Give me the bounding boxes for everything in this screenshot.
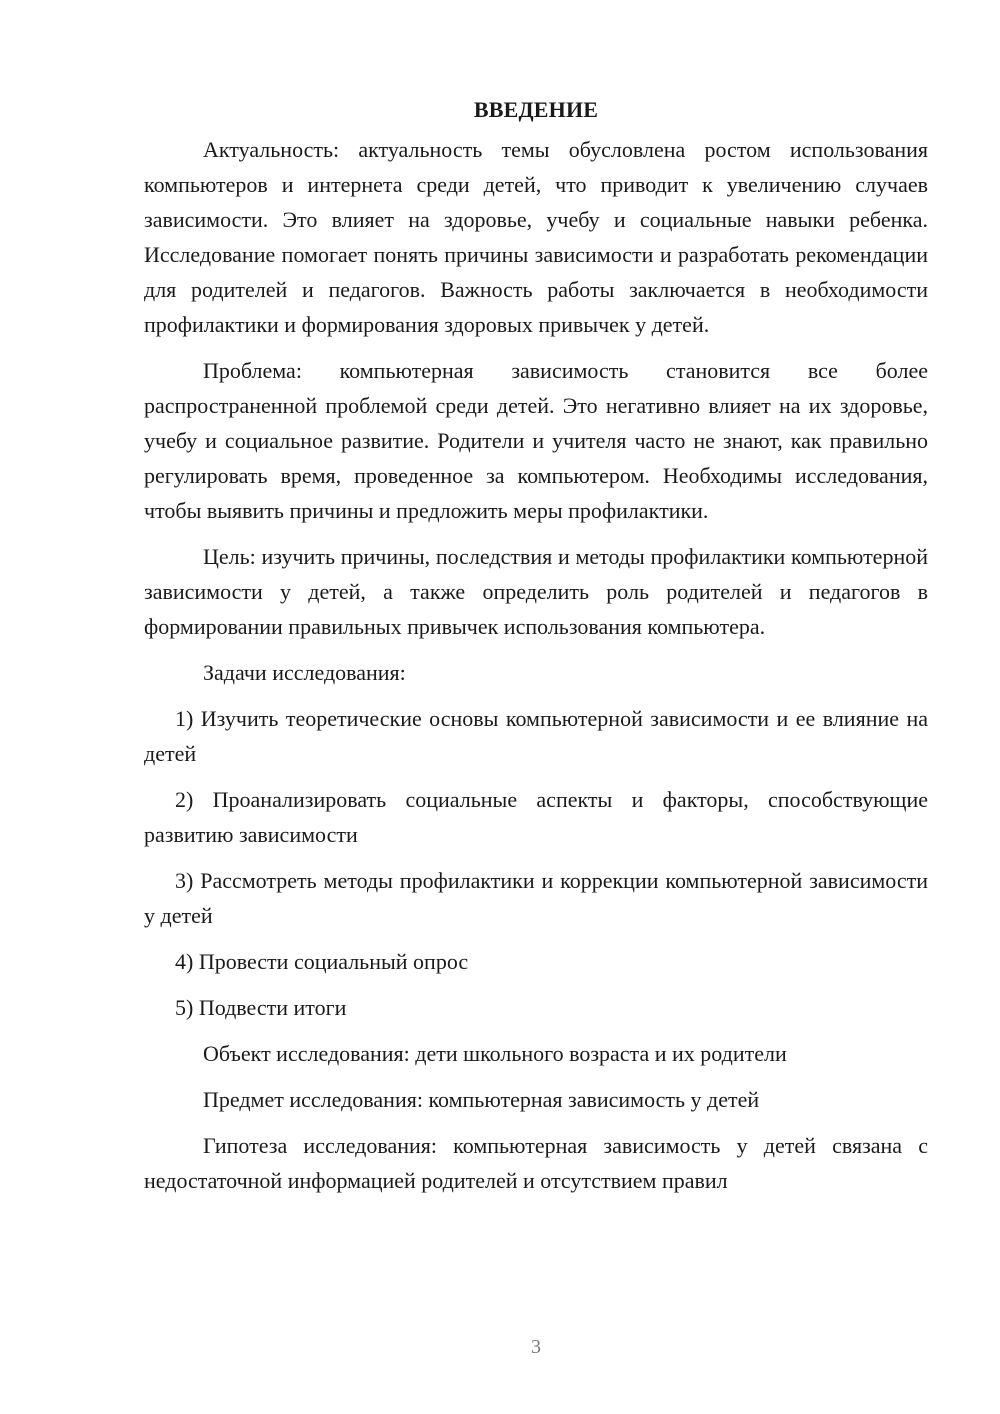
tasks-heading: Задачи исследования: [203, 660, 406, 685]
task-item-3: 3) Рассмотреть методы профилактики и коррекции компьютерной зависимости у детей [144, 868, 928, 928]
problem-paragraph: Проблема: компьютерная зависимость становится все более распространенной проблемой среди детей. Это негативно влияет на их здоровье, учебу и социальное развитие. Родители и учителя часто не знают, как правильно регулировать время, проведенное за компьютером. Необходимы исследования, чтобы выявить причины и предложить меры профилактики. [144, 358, 928, 523]
object-paragraph: Объект исследования: дети школьного возраста и их родители [203, 1041, 787, 1066]
task-item-4: 4) Провести социальный опрос [175, 949, 469, 974]
page-number: 3 [531, 1336, 541, 1358]
relevance-paragraph: Актуальность: актуальность темы обусловлена ростом использования компьютеров и интернета среди детей, что приводит к увеличению случаев зависимости. Это влияет на здоровье, учебу и социальные навыки ребенка. Исследование помогает понять причины зависимости и разработать рекомендации для родителей и педагогов. Важность работы заключается в необходимости профилактики и формирования здоровых привычек у детей. [144, 137, 928, 337]
task-item-1: 1) Изучить теоретические основы компьютерной зависимости и ее влияние на детей [144, 706, 928, 766]
subject-paragraph: Предмет исследования: компьютерная зависимость у детей [203, 1087, 760, 1112]
hypothesis-paragraph: Гипотеза исследования: компьютерная зависимость у детей связана с недостаточной информацией родителей и отсутствием правил [144, 1133, 928, 1193]
task-item-2: 2) Проанализировать социальные аспекты и факторы, способствующие развитию зависимости [144, 787, 928, 847]
task-item-5: 5) Подвести итоги [175, 995, 347, 1020]
goal-paragraph: Цель: изучить причины, последствия и методы профилактики компьютерной зависимости у детей, а также определить роль родителей и педагогов в формировании правильных привычек использования компьютера. [144, 544, 928, 639]
section-title: ВВЕДЕНИЕ [473, 97, 599, 122]
document-page [144, 92, 928, 1209]
